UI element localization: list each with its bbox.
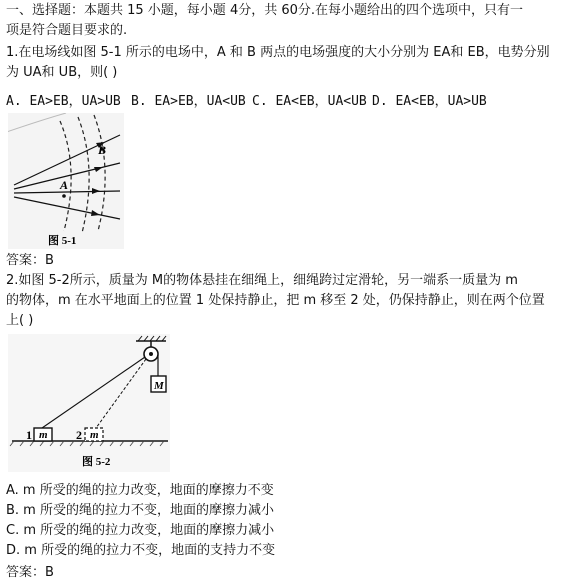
point-a-label: A [60, 178, 69, 192]
pulley-icon [144, 347, 158, 361]
q1-stem-line-2: 为 UA和 UB，则( ) [6, 65, 118, 80]
figure-5-2 [8, 334, 170, 472]
q2-stem-line-3: 上( ) [6, 313, 34, 328]
q1-stem-line-1: 1.在电场线如图 5-1 所示的电场中，A 和 B 两点的电场强度的大小分别为 EA和 EB，电势分别 [6, 45, 550, 60]
figure-5-1 [8, 113, 124, 249]
section-heading-line-2: 项是符合题目要求的. [6, 23, 128, 38]
figure-5-1-caption: 图 5-1 [48, 235, 77, 247]
q2-stem-line-1: 2.如图 5-2所示，质量为 M的物体悬挂在细绳上，细绳跨过定滑轮，另一端系一质量为 m [6, 273, 518, 288]
q2-option-c: C. m 所受的绳的拉力改变，地面的摩擦力减小 [6, 523, 275, 538]
q1-option-d: D. EA<EB，UA>UB [372, 94, 487, 109]
point-b-label: B [98, 143, 107, 157]
q1-options [6, 90, 566, 108]
q1-option-b: B. EA>EB，UA<UB [131, 94, 246, 109]
mass-small-label-1: m [39, 429, 48, 441]
mass-small-label-2: m [90, 429, 99, 441]
q2-option-a: A. m 所受的绳的拉力改变，地面的摩擦力不变 [6, 483, 274, 498]
point-a-dot [62, 194, 66, 198]
q2-option-d: D. m 所受的绳的拉力不变，地面的支持力不变 [6, 543, 276, 558]
mass-big-label: M [154, 380, 164, 392]
position-2-label: 2 [76, 428, 82, 442]
figure-5-2-caption: 图 5-2 [82, 456, 111, 468]
q2-stem-line-2: 的物体，m 在水平地面上的位置 1 处保持静止，把 m 移至 2 处，仍保持静止，则在两个位置 [6, 293, 545, 308]
q1-answer: 答案：B [6, 253, 54, 268]
q2-answer: 答案：B [6, 565, 54, 580]
section-heading-line-1: 一、选择题：本题共 15 小题，每小题 4分，共 60分.在每小题给出的四个选项中，只有一 [6, 3, 524, 18]
q2-option-b: B. m 所受的绳的拉力不变，地面的摩擦力减小 [6, 503, 274, 518]
q1-option-a: A. EA>EB，UA>UB [6, 94, 121, 109]
position-1-label: 1 [26, 428, 32, 442]
q1-option-c: C. EA<EB，UA<UB [252, 94, 367, 109]
